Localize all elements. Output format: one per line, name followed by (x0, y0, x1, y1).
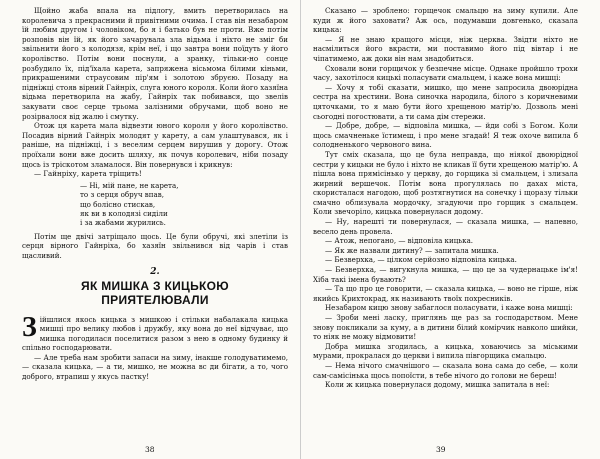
paragraph: — Атож, непогано, — відповіла кицька. (325, 236, 474, 246)
paragraph: — Ну, нарешті ти повернулася, — сказала мишка, — напевно, весело день провела. (313, 217, 578, 236)
paragraph: — Безверхка, — вигукнула мишка, — що це за чудернацьке ім'я! Хіба такі імена бувають? (313, 265, 578, 284)
poem-line: що болісно стискав, (80, 199, 156, 209)
paragraph: — Добре, добре, — відповіла мишка, — йди собі з Богом. Коли щось смачненьке їстимеш, і про мене згадай! Я теж охоче випила б солодненького червоного вина. (313, 121, 578, 150)
right-page (300, 0, 600, 459)
paragraph: — Гайнріху, карета тріщить! (34, 169, 142, 179)
paragraph: — Я не знаю кращого місця, ніж церква. Звідти ніхто не насмілиться його вкрасти, ми поставимо його під вівтар і не чіпатимемо, аж доки він нам знадобиться. (313, 34, 578, 63)
paragraph: Сказано — зроблено: горщечок смальцю на зиму купили. Але куди ж його заховати? Аж ось, подумавши довгенько, сказала кицька: (313, 6, 578, 35)
paragraph: Потім ще двічі затріщало щось. Це були обручі, які злетіли із серця вірного Гайнріха, бо хазяїн звільнився від чарів і став щасливий. (22, 231, 288, 260)
poem-line: як ви в колодязі сиділи (80, 208, 168, 218)
paragraph: Незабаром кицю знову забаглося поласувати, і каже вона мишці: (325, 303, 573, 313)
paragraph: Отож ця карета мала відвезти юного короля у його королівство. Посадив вірний Гайнріх молодят у карету, а сам улаштувався, як і раніше, на підніжці, і з веселим серцем вирушив у дорогу. Отож проїхали вони вже досить шляху, як почув королевич, ніби позаду щось із тріскотом зламалося. Він повернувся і крикнув: (22, 121, 288, 169)
page-number: 38 (145, 445, 155, 454)
paragraph: — Як же назвали дитину? — запитала мишка. (325, 245, 499, 255)
poem-line: то з серця обруч впав, (80, 190, 164, 200)
paragraph: Тут сміх сказала, що це була неправда, що ніякої двоюрідної сестри у кицьки не було і ніхто не кликав її бути хрещеною матір'ю. А пішла вона прямісінько у церкву, до горщика зі смальцем, і злизала жирний вершечок. Потім вона прогулялась по дахах міста, скористалася нагодою, щоб розтягнутися на сонечку і щоразу тільки смачно облизувала мордочку, згадуючи про горщик з смальцем. Коли звечоріло, кицька повернулася додому. (313, 149, 579, 217)
poem-line: — Ні, мій пане, не карета, (80, 180, 179, 190)
chapter-title (22, 279, 288, 307)
first-paragraph (22, 311, 288, 353)
paragraph: — Та що про це говорити, — сказала кицька, — воно не гірше, ніж якийсь Крихтокрад, як називають твоїх похресників. (313, 284, 578, 303)
paragraph: — Але треба нам зробити запаси на зиму, інакше голодуватимемо, — сказала кицька, — а ти, мишко, не можна вс ди бігати, а то, чого доброго, втрапиш у якусь пастку! (22, 352, 288, 382)
paragraph: — Зроби мені ласку, приглянь ще раз за господарством. Мене знову покликали за куму, а в дитини білий комірчик навколо шийки, то ніяк не можу відмовити! (313, 313, 578, 342)
paragraph: Щойно жаба впала на підлогу, вмить перетворилась на королевича з прекрасними й привітними очима. І став він незабаром їй любим другом і чоловіком, бо я і батько був не проти. Вже потім розповів він їй, як його зачарувала зла відьма і ніхто не зміг би звільнити його з колодязя, крім неї, і що завтра вони поїдуть у його королівство. Потім вони поснули, а зранку, тільки-но сонце розбудило їх, під'їхала карета, запряжена вісьмома білими кіньми, прикрашеними страусовим пір'ям і золотою збруєю. Позаду на підніжці стояв вірний Гайнріх, слуга юного короля. Коли його хазяїна відьма перетворила на жабу, Гайнріх так побивався, що звелів закувати своє серце трьома залізними обручами, щоб воно не розірвалося від жалю і смутку. (22, 6, 288, 121)
paragraph: — Нема нічого смачнішого — сказала вона сама до себе, — коли сам-самісінька щось попоїсти, в тебе нічого до голови не береш! (313, 360, 578, 380)
page-number: 39 (436, 445, 446, 454)
poem-line: і за жабами журились. (80, 218, 166, 228)
paragraph: Коли ж кицька повернулася додому, мишка запитала в неї: (325, 380, 550, 390)
chapter-title-line: ЯК МИШКА З КИЦЬКОЮ (81, 278, 229, 293)
first-paragraph-text: ійшлися якось кицька з мишкою і стільки набалакала кицька мишці про велику любов і дружбу, яку вона до неї відчуває, що мишка погодилася поселитися разом з нею в одному будинку й спільно господарювати. (22, 314, 288, 353)
poem (80, 181, 288, 228)
chapter-title-line: ПРИЯТЕЛЮВАЛИ (101, 292, 209, 307)
drop-cap: З (22, 311, 37, 343)
paragraph: Сховали вони горщичок у безпечне місце. Однаке пройшло трохи часу, захотілося кицькі поласувати смальцем, і каже вона мишці: (313, 63, 578, 83)
paragraph: — Хочу я тобі сказати, мишко, що мене запросила двоюрідна сестра на хрестини. Вона синочка народила, білого з коричневими цяточками, то я маю бути його хрещеною матір'ю. Дозволь мені сьогодні погостювати, а ти сама дім стережи. (313, 82, 578, 121)
paragraph: — Безверхка, — цілком серйозно відповіла кицька. (325, 255, 517, 265)
paragraph: Добра мишка згодилась, а кицька, ховаючись за міськими мурами, прокралася до церкви і випила півгорщика смальцю. (313, 341, 578, 361)
chapter-number: 2. (150, 266, 160, 277)
